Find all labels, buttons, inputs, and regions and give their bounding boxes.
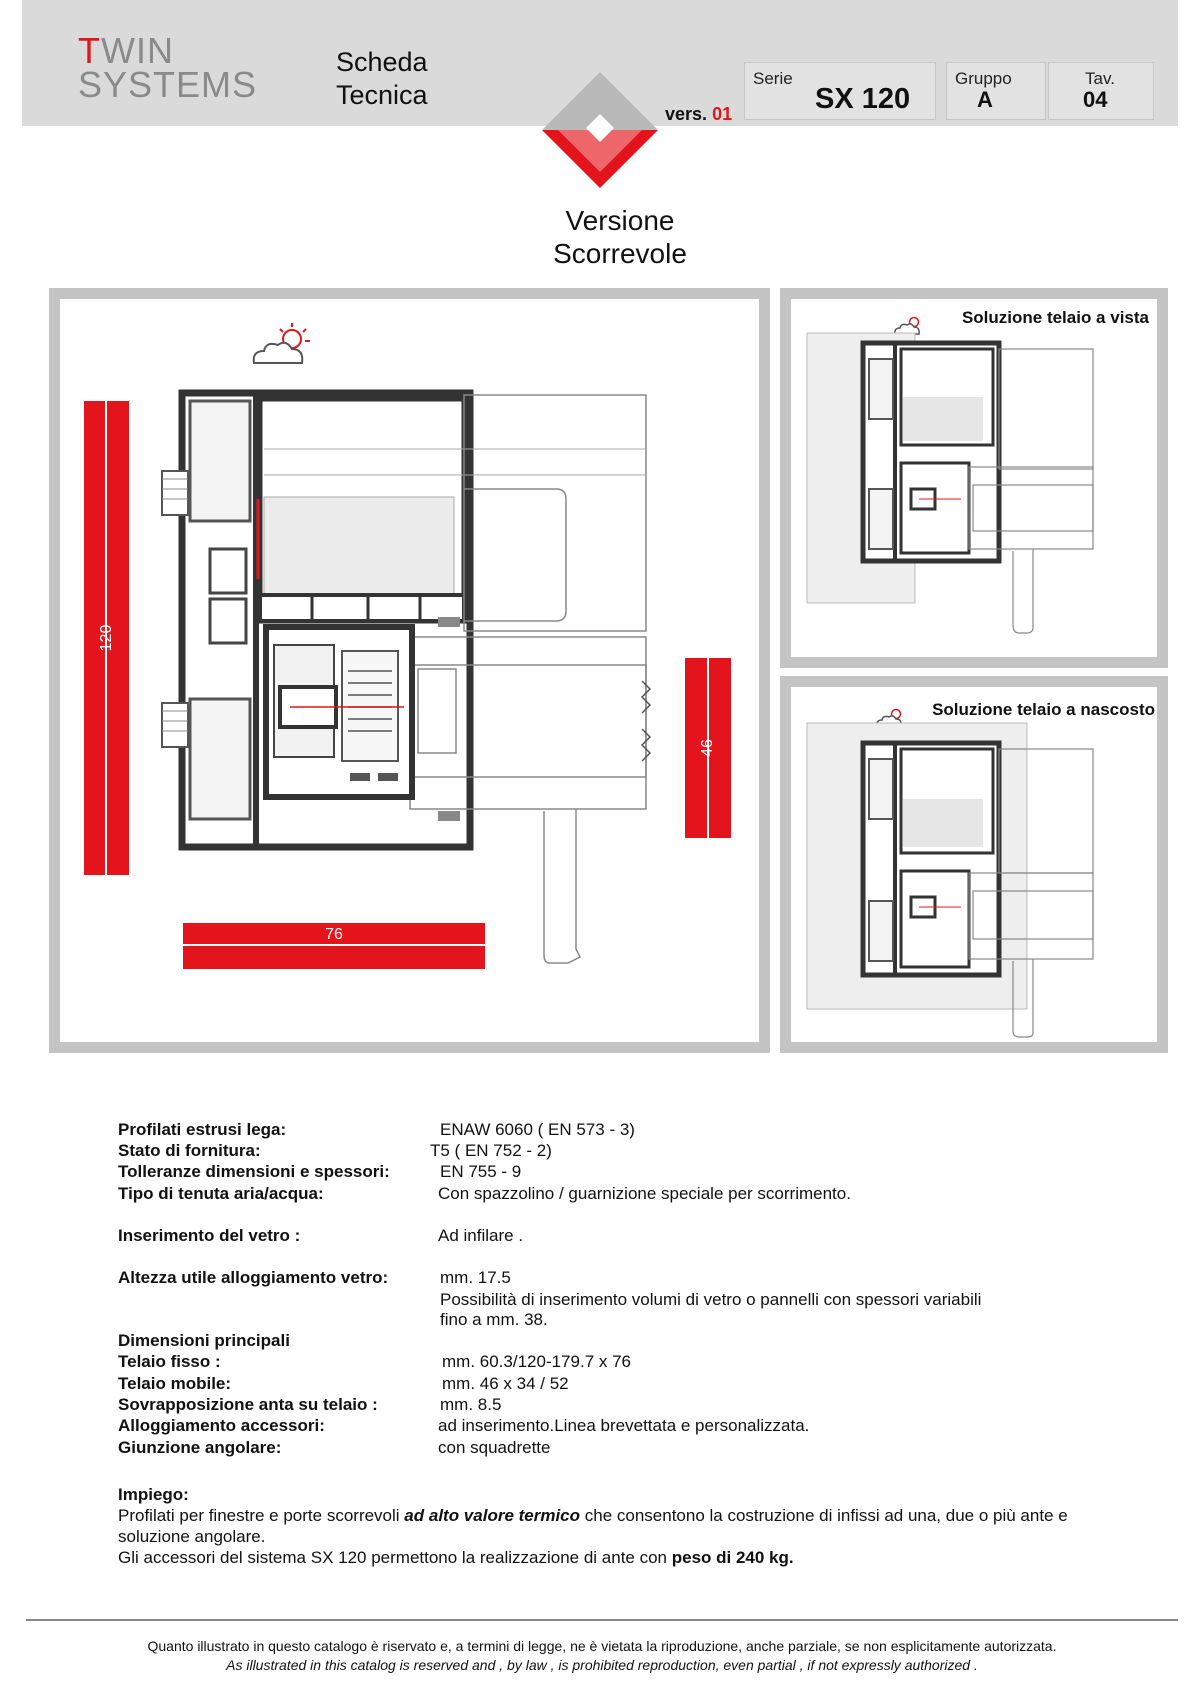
- main-drawing-panel: [49, 288, 770, 1053]
- gruppo-label: Gruppo: [955, 69, 1012, 88]
- impiego-accessories: Gli accessori del sistema SX 120 permettono la realizzazione di ante con peso di 240 kg.: [118, 1548, 794, 1567]
- serie-box: [744, 62, 936, 120]
- footer-disclaimer: [26, 1637, 1178, 1675]
- spec-row: Dimensioni principali: [118, 1331, 290, 1350]
- spec-row: Profilati estrusi lega: ENAW 6060 ( EN 573 - 3): [118, 1120, 635, 1139]
- spec-row: Telaio mobile: mm. 46 x 34 / 52: [118, 1374, 569, 1393]
- spec-row: Altezza utile alloggiamento vetro: mm. 17.5: [118, 1268, 511, 1287]
- footer-italian: Quanto illustrato in questo catalogo è riservato e, a termini di legge, ne è vietata la riproduzione, anche parziale, se non esplicitamente autorizzata.: [147, 1638, 1057, 1654]
- footer-divider: [26, 1619, 1178, 1621]
- impiego-heading: Impiego:: [118, 1485, 189, 1504]
- spec-row: fino a mm. 38.: [440, 1310, 548, 1329]
- version-label: vers. 01: [665, 104, 733, 124]
- spec-row: Tipo di tenuta aria/acqua: Con spazzolino / guarnizione speciale per scorrimento.: [118, 1184, 851, 1203]
- brand-logo: TWIN SYSTEMS: [78, 30, 258, 105]
- spec-row: Giunzione angolare: con squadrette: [118, 1438, 551, 1457]
- spec-row: Possibilità di inserimento volumi di vetro o pannelli con spessori variabili: [440, 1290, 982, 1309]
- section-subtitle: Versione Scorrevole: [553, 205, 687, 269]
- sun-cloud-icon: [254, 323, 310, 363]
- caption-telaio-nascosto: Soluzione telaio a nascosto: [932, 700, 1155, 719]
- dim-width-76: 76: [325, 926, 343, 943]
- diamond-logo-icon: [540, 72, 660, 198]
- spec-row: Stato di fornitura: T5 ( EN 752 - 2): [118, 1141, 552, 1160]
- impiego-paragraph: Profilati per finestre e porte scorrevoli ad alto valore termico che consentono la costruzione di infissi ad una, due o più ante e soluzione angolare.: [118, 1506, 1068, 1546]
- gruppo-value: A: [977, 87, 993, 112]
- tav-box: [1048, 62, 1154, 120]
- spec-row: Telaio fisso : mm. 60.3/120-179.7 x 76: [118, 1352, 632, 1371]
- spec-row: Alloggiamento accessori: ad inserimento.Linea brevettata e personalizzata.: [118, 1416, 810, 1435]
- dim-height-120: 120: [97, 624, 115, 652]
- impiego-section: [118, 1484, 1128, 1568]
- tav-value: 04: [1083, 87, 1108, 112]
- spec-row: Sovrapposizione anta su telaio : mm. 8.5: [118, 1395, 502, 1414]
- panel-telaio-vista: [780, 288, 1168, 668]
- footer-english: As illustrated in this catalog is reserved and , by law , is prohibited reproduction, even partial , if not expressly authorized .: [226, 1657, 978, 1673]
- spec-row: Tolleranze dimensioni e spessori: EN 755 - 9: [118, 1162, 522, 1181]
- detail-drawing-nascosto: [791, 687, 1157, 1042]
- page-title: Scheda Tecnica: [336, 47, 428, 110]
- gruppo-box: [946, 62, 1046, 120]
- caption-telaio-vista: Soluzione telaio a vista: [961, 308, 1149, 327]
- serie-value: SX 120: [815, 83, 911, 115]
- spec-row: Inserimento del vetro : Ad infilare .: [118, 1226, 524, 1245]
- serie-label: Serie: [753, 69, 793, 88]
- detail-drawing-vista: [791, 299, 1157, 657]
- dim-sash-46: 46: [699, 739, 716, 757]
- tav-label: Tav.: [1085, 69, 1115, 88]
- panel-telaio-nascosto: [780, 676, 1168, 1053]
- sun-cloud-icon: [895, 318, 919, 335]
